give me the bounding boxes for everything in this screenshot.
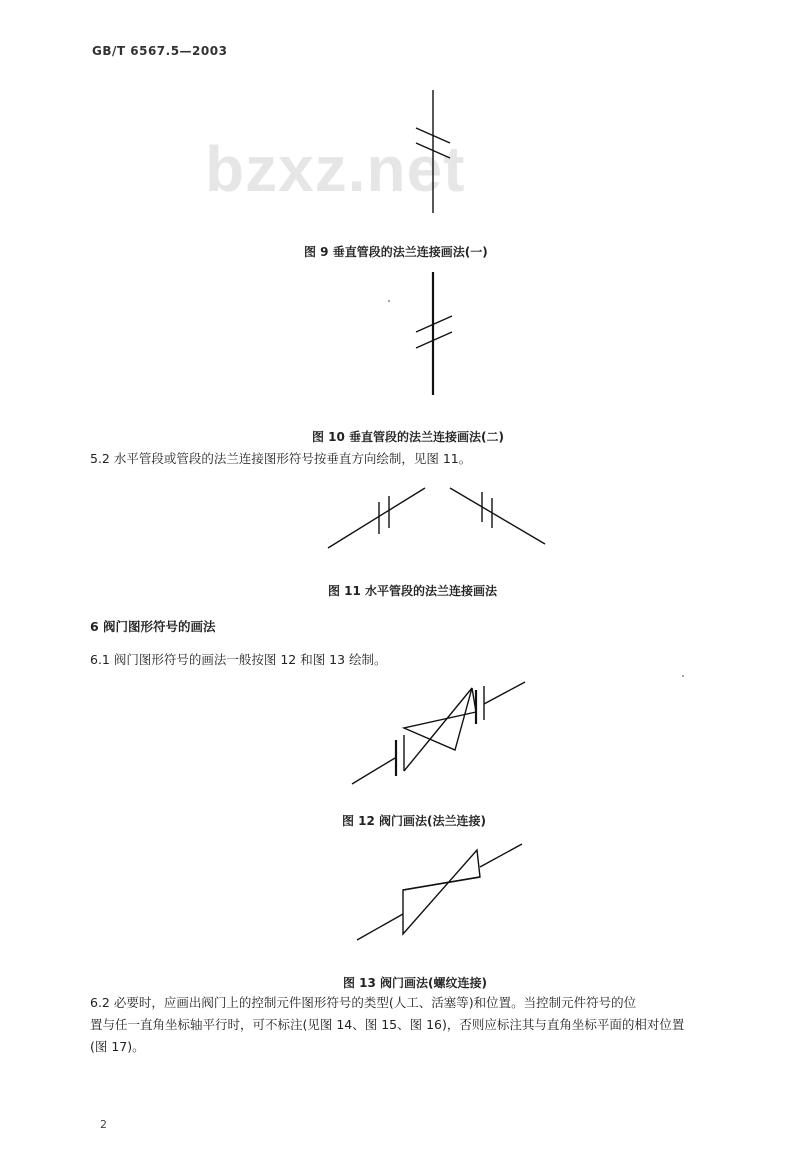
paragraph-5-2: 5.2 水平管段或管段的法兰连接图形符号按垂直方向绘制，见图 11。 (90, 451, 472, 466)
figure-10-caption: 图 10 垂直管段的法兰连接画法(二) (312, 430, 505, 444)
figure-9-caption: 图 9 垂直管段的法兰连接画法(一) (304, 245, 488, 259)
figure-13-drawing (355, 842, 525, 947)
paragraph-6-1: 6.1 阀门图形符号的画法一般按图 12 和图 13 绘制。 (90, 652, 387, 667)
figure-11-caption: 图 11 水平管段的法兰连接画法 (328, 584, 498, 598)
fig13-valve-diagonal (403, 877, 480, 890)
fig13-pipe-right (480, 844, 522, 867)
paragraph-6-2-line-1: 6.2 必要时，应画出阀门上的控制元件图形符号的类型(人工、活塞等)和位置。当控制元件符号的位 (90, 995, 637, 1010)
figure-13-caption: 图 13 阀门画法(螺纹连接) (343, 976, 488, 990)
fig13-pipe-left (357, 914, 403, 940)
fig11-left-pipe (328, 488, 425, 548)
paragraph-6-2-line-3: (图 17)。 (90, 1039, 145, 1054)
fig12-pipe-left (352, 758, 395, 784)
standard-code: GB/T 6567.5—2003 (92, 44, 228, 58)
figure-12-caption: 图 12 阀门画法(法兰连接) (342, 814, 487, 828)
section-6-heading: 6 阀门图形符号的画法 (90, 619, 216, 634)
figure-11-drawing (325, 480, 550, 555)
figure-12-drawing (350, 680, 530, 790)
fig12-valve-diagonal (404, 688, 472, 771)
figure-9-drawing (400, 90, 470, 215)
fig13-valve-body (403, 850, 480, 934)
page-number: 2 (100, 1118, 107, 1131)
watermark: bzxz.net (205, 133, 466, 205)
fig12-pipe-right (484, 682, 525, 704)
stray-dot-2 (682, 675, 684, 677)
figure-10-drawing (400, 272, 470, 397)
stray-dot (388, 300, 390, 302)
fig11-right-pipe (450, 488, 545, 544)
paragraph-6-2-line-2: 置与任一直角坐标轴平行时，可不标注(见图 14、图 15、图 16)，否则应标注其与直角坐标平面的相对位置 (90, 1017, 685, 1032)
